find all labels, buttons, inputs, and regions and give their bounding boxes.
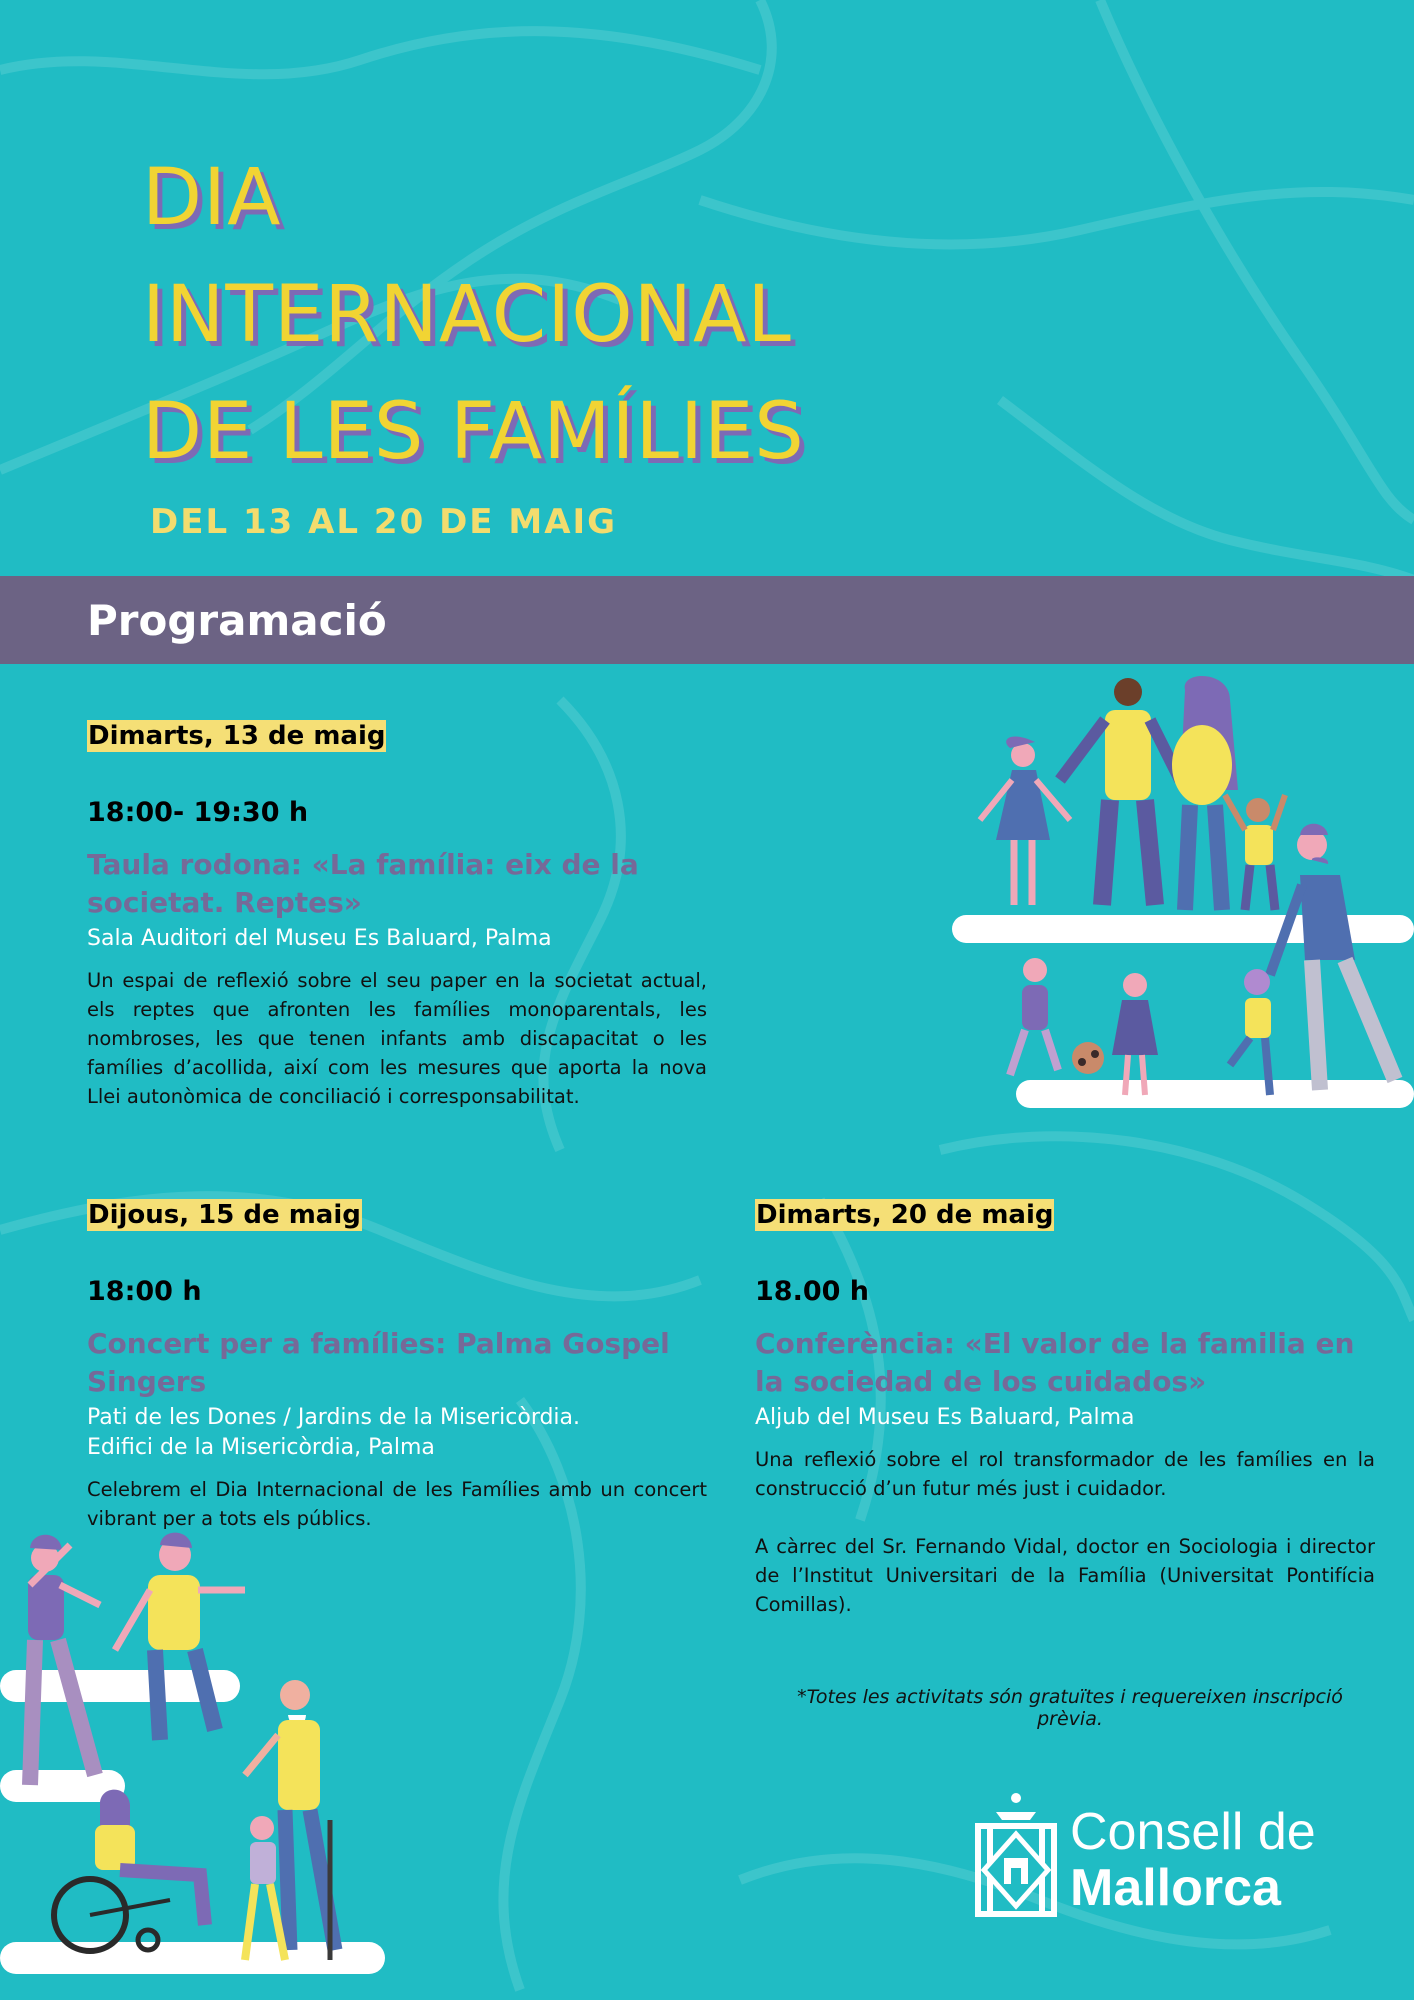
event-place: Pati de les Dones / Jardins de la Misericòrdia. xyxy=(87,1405,581,1430)
title-line: DIA xyxy=(142,153,282,243)
event-place: Edifici de la Misericòrdia, Palma xyxy=(87,1435,435,1460)
event-description-paragraph: A càrrec del Sr. Fernando Vidal, doctor en Sociologia i director de l’Institut Universitari de la Família (Universitat Pontifícia Comillas). xyxy=(755,1535,1375,1616)
event-time: 18.00 h xyxy=(755,1276,870,1307)
event-title: Conferència: «El valor de la familia en la sociedad de los cuidados» xyxy=(755,1327,1355,1398)
logo-line2: Mallorca xyxy=(1070,1859,1281,1917)
event-1 xyxy=(87,720,707,1111)
event-description-paragraph: Celebrem el Dia Internacional de les Famílies amb un concert vibrant per a tots els públics. xyxy=(87,1478,707,1530)
registration-note: *Totes les activitats són gratuïtes i requereixen inscripció prèvia. xyxy=(797,1686,1343,1730)
event-day: Dimarts, 20 de maig xyxy=(756,1200,1054,1230)
event-description-paragraph: Una reflexió sobre el rol transformador de les famílies en la construcció d’un futur més just i cuidador. xyxy=(755,1448,1375,1500)
family-illustration xyxy=(940,670,1414,1120)
logo-line1: Consell de xyxy=(1070,1803,1316,1861)
event-place: Sala Auditori del Museu Es Baluard, Palma xyxy=(87,926,552,951)
event-title: Taula rodona: «La família: eix de la societat. Reptes» xyxy=(87,848,639,919)
title-line: DE LES FAMÍLIES xyxy=(142,387,805,477)
event-day: Dimarts, 13 de maig xyxy=(88,721,386,751)
programme-heading: Programació xyxy=(87,596,387,645)
event-description xyxy=(87,966,707,1111)
event-time: 18:00- 19:30 h xyxy=(87,797,309,828)
consell-de-mallorca-logo xyxy=(970,1790,1330,1920)
title-line: INTERNACIONAL xyxy=(142,270,792,360)
event-title: Concert per a famílies: Palma Gospel Singers xyxy=(87,1327,670,1398)
event-day: Dijous, 15 de maig xyxy=(88,1200,361,1230)
family-illustration xyxy=(0,1520,400,2000)
event-time: 18:00 h xyxy=(87,1276,202,1307)
date-range: DEL 13 AL 20 DE MAIG xyxy=(150,502,618,542)
event-description xyxy=(755,1445,1375,1619)
programme-band xyxy=(0,576,1414,664)
coat-of-arms-icon xyxy=(970,1790,1062,1920)
event-place: Aljub del Museu Es Baluard, Palma xyxy=(755,1405,1135,1430)
event-2 xyxy=(87,1199,707,1533)
event-3 xyxy=(755,1199,1375,1619)
poster-title xyxy=(142,140,1042,491)
event-description-paragraph: Un espai de reflexió sobre el seu paper en la societat actual, els reptes que afronten les famílies monoparentals, les nombroses, les que tenen infants amb discapacitat o les famílies d’acollida, així com les mesures que aporta la nova Llei autonòmica de conciliació i corresponsabilitat. xyxy=(87,969,707,1108)
